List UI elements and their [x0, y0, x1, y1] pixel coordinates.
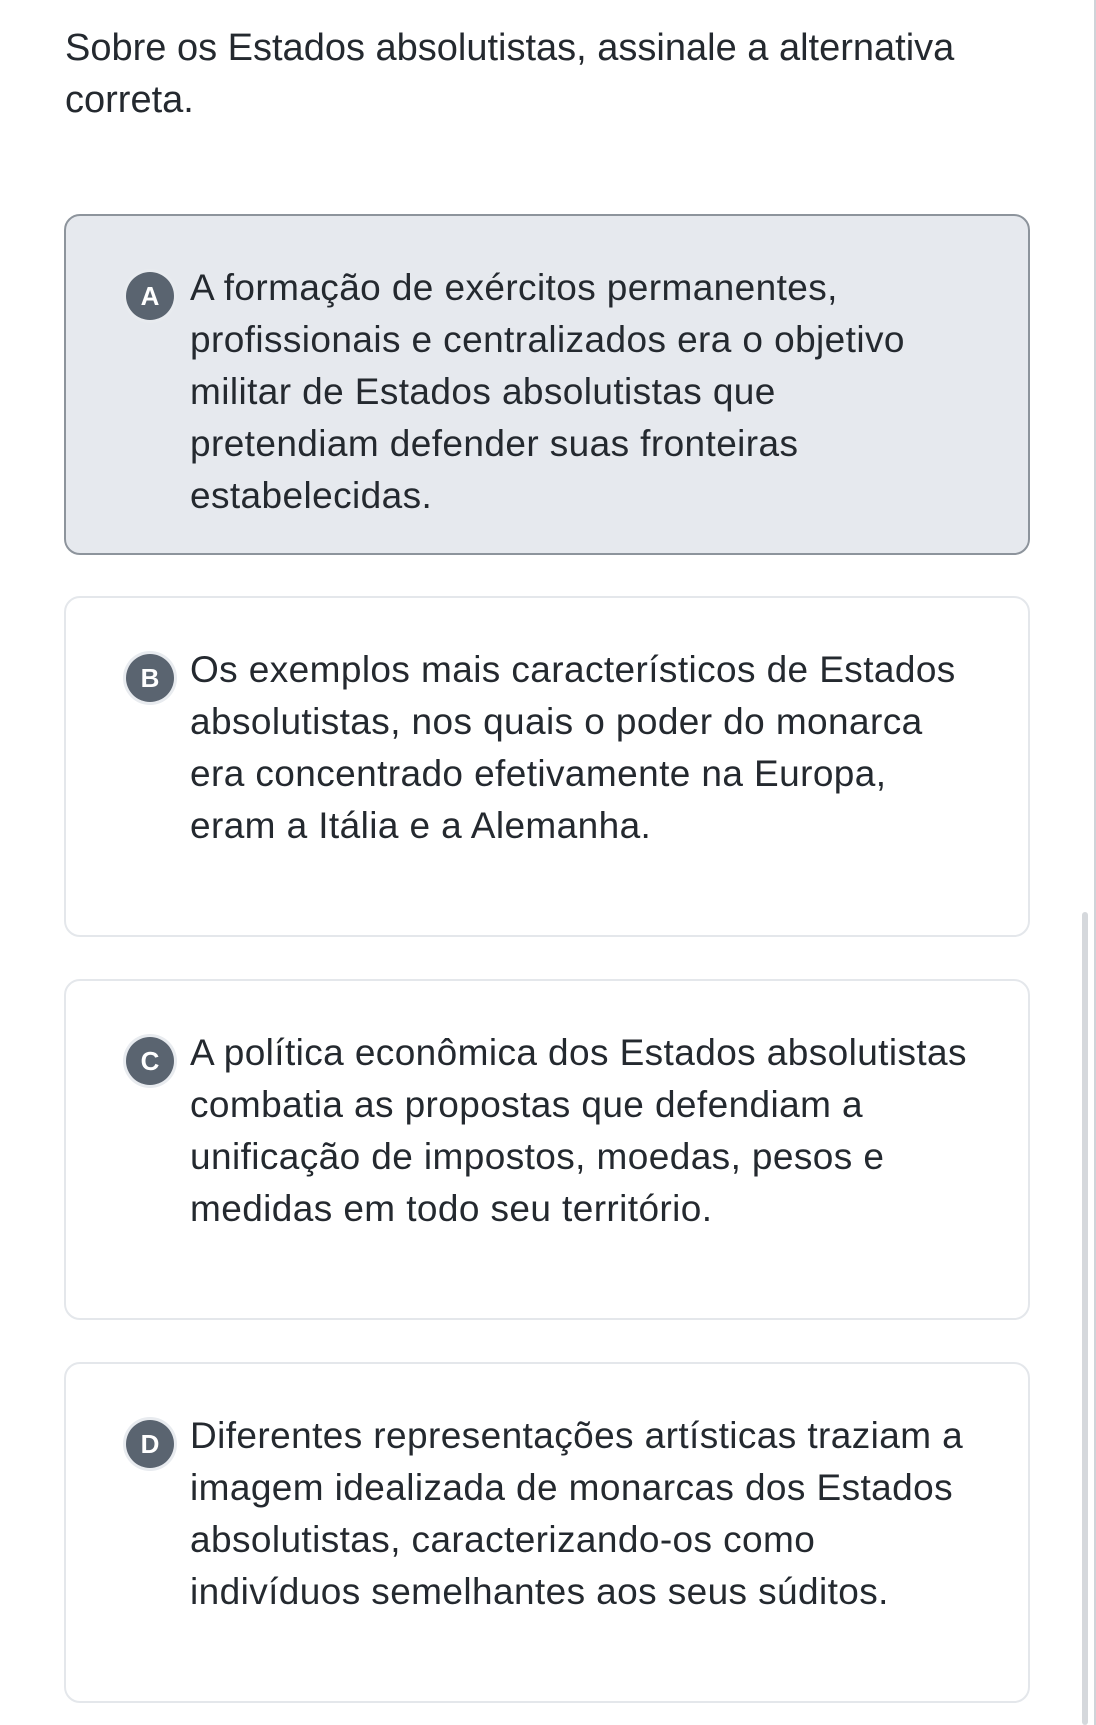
option-c-text: A política econômica dos Estados absolutistas combatia as propostas que defendiam a unificação de impostos, moedas, pesos e medidas em todo seu território. [190, 1032, 967, 1229]
option-a-text: A formação de exércitos permanentes, profissionais e centralizados era o objetivo militar de Estados absolutistas que pretendiam defender suas fronteiras estabelecidas. [190, 267, 905, 516]
scrollbar[interactable] [1082, 912, 1088, 1725]
option-d[interactable] [64, 1362, 1030, 1703]
option-letter-d-badge: D [126, 1420, 174, 1468]
option-d-text: Diferentes representações artísticas traziam a imagem idealizada de monarcas dos Estados absolutistas, caracterizando-os como indivíduos semelhantes aos seus súditos. [190, 1415, 964, 1612]
option-letter-a-badge: A [126, 272, 174, 320]
option-c[interactable] [64, 979, 1030, 1320]
option-b-text: Os exemplos mais característicos de Estados absolutistas, nos quais o poder do monarca era concentrado efetivamente na Europa, eram a Itália e a Alemanha. [190, 649, 956, 846]
option-b[interactable] [64, 596, 1030, 937]
option-letter-c-badge: C [126, 1037, 174, 1085]
question-text: Sobre os Estados absolutistas, assinale a alternativa correta. [65, 27, 955, 121]
option-a[interactable] [64, 214, 1030, 555]
option-letter-b-badge: B [126, 654, 174, 702]
